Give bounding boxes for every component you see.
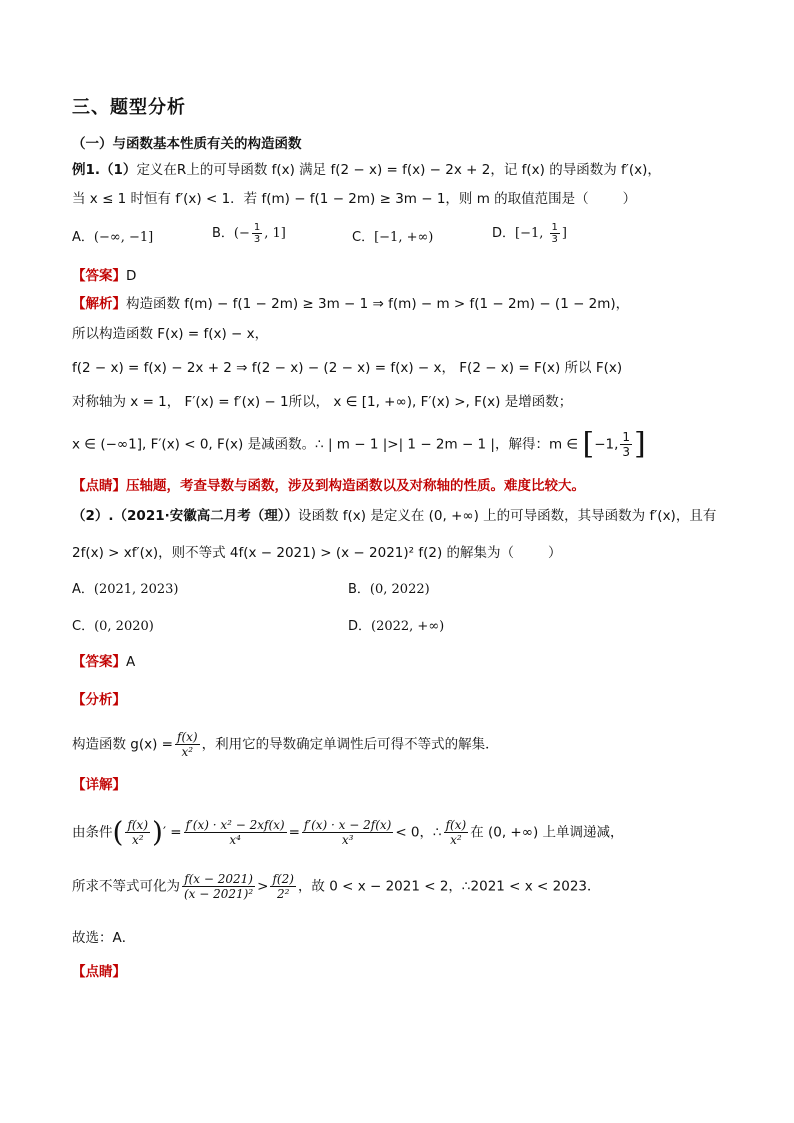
- fraction: $\frac{f(x)}{\text{x²}}$: [127, 818, 149, 847]
- answer-value: A: [126, 654, 136, 670]
- ex2-analysis-text: 构造函数 g(x) = $\frac{f(x)}{\text{x²}}$ ，利用它的导数确定单调性后可得不等式的解集．: [72, 730, 499, 759]
- answer-label: 【答案】: [72, 654, 126, 670]
- answer-label: 【答案】: [72, 268, 126, 284]
- ex1-option-c[interactable]: C．[−1, +∞): [352, 230, 434, 245]
- section-title: 三、题型分析: [72, 97, 186, 118]
- ex2-comment-label: 【点睛】: [72, 964, 126, 980]
- fraction: $\frac{1}{3}$: [253, 222, 261, 245]
- ex2-line1: [72, 506, 716, 526]
- fraction: $\frac{1}{3}$: [622, 430, 631, 459]
- ex1-analysis-line2: 所以构造函数 F(x) = f(x) − x，: [72, 326, 269, 342]
- ex1-option-b[interactable]: B．(− $\frac{1}{3}$ , 1]: [212, 222, 286, 245]
- fraction: $\frac{f(x)}{\text{x²}}$: [177, 730, 198, 759]
- ex2-question-line2: 2f(x) > xf′(x)，则不等式 4f(x − 2021) > (x − 2021)² f(2) 的解集为（: [72, 545, 515, 561]
- ex2-answer: [72, 652, 135, 672]
- ex1-analysis-line3: f(2 − x) = f(x) − 2x + 2 ⇒ f(2 − x) − (2 − x) = f(x) − x， F(2 − x) = F(x) 所以 F(x): [72, 360, 623, 376]
- ex1-option-a[interactable]: A．(−∞, −1]: [72, 230, 154, 245]
- ex1-line1: [72, 160, 661, 180]
- ex1-part-label: （1）: [100, 162, 137, 178]
- fraction: $\frac{\text{f′(x) · x² − 2xf(x)}}{\text{x⁴}}$: [185, 818, 285, 847]
- fraction: $\frac{f(x - 2021)}{\text{(x − 2021)²}}$: [184, 872, 254, 901]
- ex2-line2: 2f(x) > xf′(x)，则不等式 4f(x − 2021) > (x − 2021)² f(2) 的解集为（ ）: [72, 545, 562, 561]
- fraction: $\frac{f'(x) \cdot x - 2f(x)}{\text{x³}}$: [303, 818, 392, 847]
- ex2-question-line1: 设函数 f(x) 是定义在 (0, +∞) 上的可导函数，其导函数为 f′(x)，且有: [297, 508, 717, 524]
- fraction: $\frac{f(2)}{\text{2²}}$: [272, 872, 294, 901]
- ex2-analysis-label: 【分析】: [72, 692, 126, 708]
- ex1-question-line1: 定义在R上的可导函数 f(x) 满足 f(2 − x) = f(x) − 2x + 2，记 f(x) 的导函数为 f′(x)，: [136, 162, 661, 178]
- ex2-option-a[interactable]: A．(2021, 2023): [72, 582, 179, 597]
- comment-label: 【点睛】: [72, 478, 126, 494]
- ex2-option-d[interactable]: D．(2022, +∞): [348, 619, 445, 634]
- ex2-detail-line1: 由条件( $\frac{f(x)}{\text{x²}}$ )′ = $\frac{\text{f′(x) · x² − 2xf(x)}}{\text{x⁴}}$ = $\frac{f'(x) \cdot x - 2f(x)}{\text{x³}}$ < 0，∴ $\frac{f(x)}{\text{x²}}$ 在 (0, +∞) 上单调递减，: [72, 815, 624, 849]
- ex1-answer: [72, 266, 136, 286]
- ex2-detail-line2: 所求不等式可化为 $\frac{f(x - 2021)}{\text{(x − 2021)²}}$ > $\frac{f(2)}{\text{2²}}$ ，故 0 < x − 2021 < 2，∴2021 < x < 2023．: [72, 872, 601, 901]
- ex1-label: 例1.: [72, 162, 101, 178]
- ex2-source: （2021·安徽高二月考（理））: [113, 508, 298, 524]
- ex1-analysis-line5: x ∈ (−∞1], F′(x) < 0, F(x) 是减函数。∴ | m − 1 |>| 1 − 2m − 1 |，解得：m ∈ [−1, $\frac{1}{3}$ ]: [72, 426, 646, 462]
- ex2-option-c[interactable]: C．(0, 2020): [72, 619, 154, 634]
- analysis-label: 【解析】: [72, 296, 126, 312]
- fraction: $\frac{1}{3}$: [551, 222, 558, 245]
- answer-value: D: [126, 268, 137, 284]
- ex2-option-b[interactable]: B．(0, 2022): [348, 582, 430, 597]
- ex1-line2: 当 x ≤ 1 时恒有 f′(x) < 1．若 f(m) − f(1 − 2m) ≥ 3m − 1，则 m 的取值范围是（ ）: [72, 191, 637, 207]
- ex1-comment: [72, 476, 585, 496]
- ex1-analysis-line4: 对称轴为 x = 1， F′(x) = f′(x) − 1所以， x ∈ [1, +∞), F′(x) >, F(x) 是增函数；: [72, 394, 573, 410]
- ex2-choose: 故选：A．: [72, 930, 136, 946]
- ex2-label: （2）.: [72, 508, 114, 524]
- subsection-title: （一）与函数基本性质有关的构造函数: [72, 136, 302, 152]
- ex1-analysis-line1: 【解析】构造函数 f(m) − f(1 − 2m) ≥ 3m − 1 ⇒ f(m) − m > f(1 − 2m) − (1 − 2m)，: [72, 296, 630, 312]
- ex2-detail-label: 【详解】: [72, 777, 126, 793]
- ex1-option-d[interactable]: D．[−1, $\frac{1}{3}$ ]: [492, 222, 567, 245]
- ex1-question-line2: 当 x ≤ 1 时恒有 f′(x) < 1．若 f(m) − f(1 − 2m) ≥ 3m − 1，则 m 的取值范围是（: [72, 191, 589, 207]
- comment-text: 压轴题，考查导数与函数，涉及到构造函数以及对称轴的性质。难度比较大。: [126, 478, 585, 494]
- fraction: $\frac{f(x)}{\text{x²}}$: [445, 818, 467, 847]
